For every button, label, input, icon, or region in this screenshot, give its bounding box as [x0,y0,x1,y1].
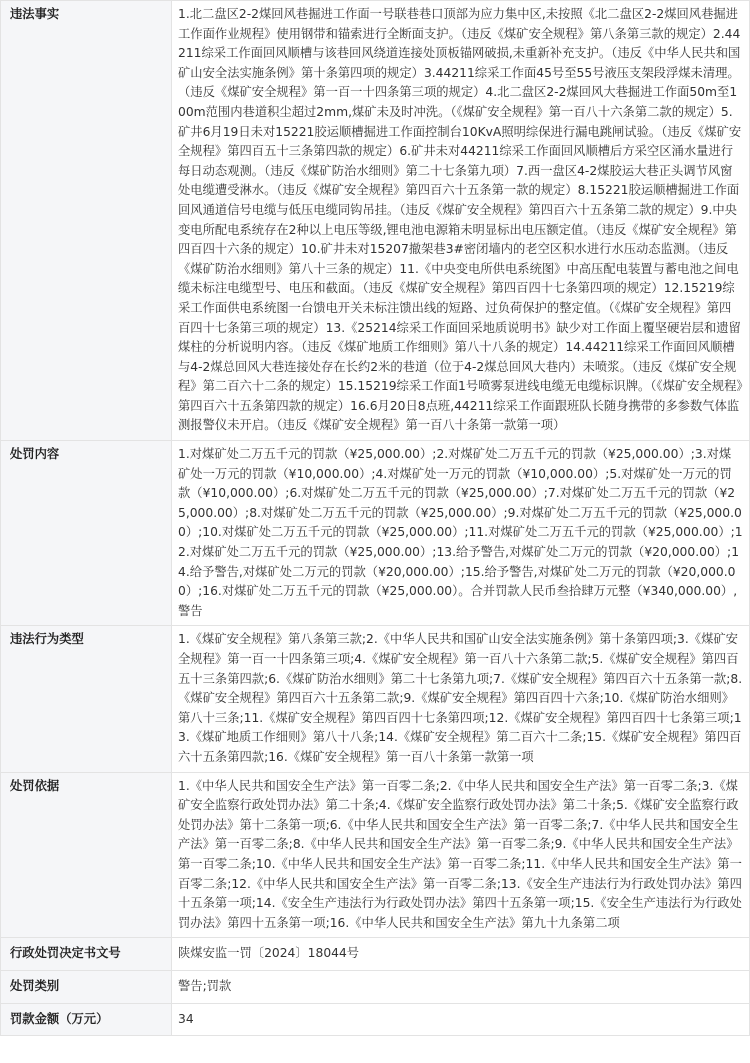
violation-type-value: 1.《煤矿安全规程》第八条第三款;2.《中华人民共和国矿山安全法实施条例》第十条第四项;3.《煤矿安全规程》第一百一十四条第三项;4.《煤矿安全规程》第一百八十六条第二款;5.《煤矿安全规程》第四百五十三条第四款;6.《煤矿防治水细则》第二十七条第九项;7.《煤矿安全规程》第四百六十五条第一款;8.《煤矿安全规程》第四百六十五条第二款;9.《煤矿安全规程》第四百四十六条;10.《煤矿防治水细则》第八十三条;11.《煤矿安全规程》第四百四十七条第四项;12.《煤矿安全规程》第四百四十七条第三项;13.《煤矿地质工作细则》第八十八条;14.《煤矿安全规程》第二百六十二条;15.《煤矿安全规程》第四百六十五条第四款;16.《煤矿安全规程》第一百八十条第一款第一项 [172,626,750,772]
row-violation-facts [1,1,750,441]
row-fine-amount [1,1003,750,1036]
row-violation-type [1,626,750,772]
penalty-category-label: 处罚类别 [1,970,172,1003]
violation-type-label: 违法行为类型 [1,626,172,772]
penalty-content-label: 处罚内容 [1,441,172,626]
penalty-basis-label: 处罚依据 [1,772,172,938]
row-decision-number [1,938,750,971]
fine-amount-label: 罚款金额（万元） [1,1003,172,1036]
decision-number-value: 陕煤安监一罚〔2024〕18044号 [172,938,750,971]
penalty-category-value: 警告;罚款 [172,970,750,1003]
violation-facts-value: 1.北二盘区2-2煤回风巷掘进工作面一号联巷巷口顶部为应力集中区,未按照《北二盘区2-2煤回风巷掘进工作面作业规程》使用钢带和锚索进行全断面支护。（违反《煤矿安全规程》第八条第三款的规定）2.44211综采工作面回风顺槽与该巷回风绕道连接处顶板锚网破损,未重新补充支护。（违反《中华人民共和国矿山安全法实施条例》第十条第四项的规定）3.44211综采工作面45号至55号液压支架段浮煤未清理。（违反《煤矿安全规程》第一百一十四条第三项的规定）4.北二盘区2-2煤回风大巷掘进工作面50m至100m范围内巷道积尘超过2mm,煤矿未及时冲洗。（《煤矿安全规程》第一百八十六条第二款的规定）5.矿井6月19日未对15221胶运顺槽掘进工作面控制台10KvA照明综保进行漏电跳闸试验。（违反《煤矿安全规程》第四百五十三条第四款的规定）6.矿井未对44211综采工作面回风顺槽后方采空区涌水量进行每日动态观测。（违反《煤矿防治水细则》第二十七条第九项）7.西一盘区4-2煤胶运大巷正头调节风窗处电缆遭受淋水。（违反《煤矿安全规程》第四百六十五条第一款的规定）8.15221胶运顺槽掘进工作面回风通道信号电缆与低压电缆同钩吊挂。（违反《煤矿安全规程》第四百六十五条第二款的规定）9.中央变电所配电系统存在2种以上电压等级,锂电池电源箱未明显标出电压额定值。（违反《煤矿安全规程》第四百四十六条的规定）10.矿井未对15207撤架巷3#密闭墙内的老空区积水进行水压动态监测。（违反《煤矿防治水细则》第八十三条的规定）11.《中央变电所供电系统图》中高压配电装置与蓄电池之间电缆未标注电缆型号、电压和截面。（违反《煤矿安全规程》第四百四十七条第四项的规定）12.15219综采工作面供电系统图一台馈电开关未标注馈出线的短路、过负荷保护的整定值。（《煤矿安全规程》第四百四十七条第三项的规定）13.《25214综采工作面回采地质说明书》缺少对工作面上覆坚硬岩层和遗留煤柱的分析说明内容。（违反《煤矿地质工作细则》第八十八条的规定）14.44211综采工作面回风顺槽与4-2煤总回风大巷连接处存在长约2米的巷道（位于4-2煤总回风大巷内）未喷浆。（违反《煤矿安全规程》第二百六十二条的规定）15.15219综采工作面1号喷雾泵进线电缆无电缆标识牌。（《煤矿安全规程》第四百六十五条第四款的规定）16.6月20日8点班,44211综采工作面跟班队长随身携带的多参数气体监测报警仪未开启。（违反《煤矿安全规程》第一百八十条第一款第一项） [172,1,750,441]
row-penalty-content [1,441,750,626]
fine-amount-value: 34 [172,1003,750,1036]
row-penalty-category [1,970,750,1003]
decision-number-label: 行政处罚决定书文号 [1,938,172,971]
violation-facts-label: 违法事实 [1,1,172,441]
row-penalty-basis [1,772,750,938]
penalty-basis-value: 1.《中华人民共和国安全生产法》第一百零二条;2.《中华人民共和国安全生产法》第一百零二条;3.《煤矿安全监察行政处罚办法》第二十条;4.《煤矿安全监察行政处罚办法》第二十条;5.《煤矿安全监察行政处罚办法》第十二条第一项;6.《中华人民共和国安全生产法》第一百零二条;7.《中华人民共和国安全生产法》第一百零二条;8.《中华人民共和国安全生产法》第一百零二条;9.《中华人民共和国安全生产法》第一百零二条;10.《中华人民共和国安全生产法》第一百零二条;11.《中华人民共和国安全生产法》第一百零二条;12.《中华人民共和国安全生产法》第一百零二条;13.《安全生产违法行为行政处罚办法》第四十五条第一项;14.《安全生产违法行为行政处罚办法》第四十五条第一项;15.《安全生产违法行为行政处罚办法》第四十五条第一项;16.《中华人民共和国安全生产法》第九十九条第二项 [172,772,750,938]
penalty-content-value: 1.对煤矿处二万五千元的罚款（¥25,000.00）;2.对煤矿处二万五千元的罚款（¥25,000.00）;3.对煤矿处一万元的罚款（¥10,000.00）;4.对煤矿处一万元的罚款（¥10,000.00）;5.对煤矿处一万元的罚款（¥10,000.00）;6.对煤矿处二万五千元的罚款（¥25,000.00）;7.对煤矿处二万五千元的罚款（¥25,000.00）;8.对煤矿处二万五千元的罚款（¥25,000.00）;9.对煤矿处二万五千元的罚款（¥25,000.00）;10.对煤矿处二万五千元的罚款（¥25,000.00）;11.对煤矿处二万五千元的罚款（¥25,000.00）;12.对煤矿处二万五千元的罚款（¥25,000.00）;13.给予警告,对煤矿处二万元的罚款（¥20,000.00）;14.给予警告,对煤矿处二万元的罚款（¥20,000.00）;15.给予警告,对煤矿处二万元的罚款（¥20,000.00）;16.对煤矿处二万五千元的罚款（¥25,000.00）。合并罚款人民币叁拾肆万元整（¥340,000.00）,警告 [172,441,750,626]
